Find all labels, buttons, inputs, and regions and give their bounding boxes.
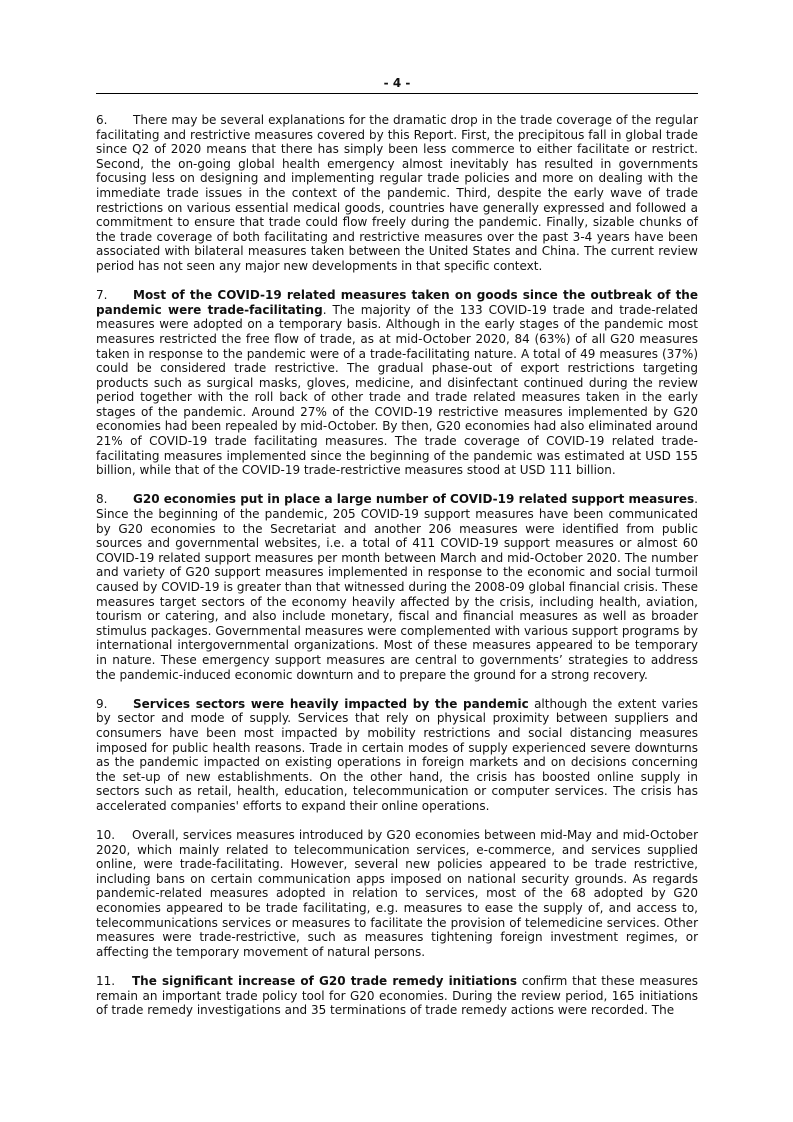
- paragraph-number: 10.: [96, 828, 116, 843]
- paragraph-number: 6.: [96, 113, 108, 127]
- paragraph-7: [96, 288, 698, 478]
- paragraph-6: [96, 113, 698, 274]
- document-body: [96, 113, 698, 1032]
- paragraph-text: confirm that these measures remain an important trade policy tool for G20 economies. During the review period, 165 initiations of trade remedy investigations and 35 terminations of trade remedy actions were recorded. The: [96, 974, 699, 1018]
- paragraph-text: There may be several explanations for the dramatic drop in the trade coverage of the regular facilitating and restrictive measures covered by this Report. First, the precipitous fall in global trade since Q2 of 2020 means that there has simply been less commerce to either facilitate or restrict. Second, the on-going global health emergency almost inevitably has resulted in governments focusing less on designing and implementing regular trade policies and more on dealing with the immediate trade issues in the context of the pandemic. Third, despite the early wave of trade restrictions on various essential medical goods, countries have generally expressed and followed a commitment to ensure that trade could flow freely during the pandemic. Finally, sizable chunks of the trade coverage of both facilitating and restrictive measures over the past 3-4 years have been associated with bilateral measures taken between the United States and China. The current review period has not seen any major new developments in that specific context.: [96, 113, 698, 273]
- paragraph-10: [96, 828, 698, 959]
- paragraph-lead: Services sectors were heavily impacted by the pandemic: [133, 696, 529, 711]
- paragraph-11: [96, 974, 698, 1018]
- page-number: - 4 -: [96, 76, 698, 94]
- paragraph-number: 8.: [96, 492, 108, 507]
- paragraph-text: Overall, services measures introduced by G20 economies between mid-May and mid-October 2020, which mainly related to telecommunication services, e-commerce, and services supplied online, were trade-facilitating. However, several new policies appeared to be trade restrictive, including bans on certain communication apps imposed on national security grounds. As regards pandemic-related measures adopted in relation to services, most of the 68 adopted by G20 economies appeared to be trade facilitating, e.g. measures to ease the supply of, and access to, telecommunications services or measures to facilitate the provision of telemedicine services. Other measures were trade-restrictive, such as measures tightening foreign investment regimes, or affecting the temporary movement of natural persons.: [96, 828, 698, 959]
- paragraph-text: . Since the beginning of the pandemic, 205 COVID-19 support measures have been communicated by G20 economies to the Secretariat and another 206 measures were identified from public sources and governmental websites, i.e. a total of 411 COVID-19 support measures or almost 60 COVID-19 related support measures per month between March and mid-October 2020. The number and variety of G20 support measures implemented in response to the economic and social turmoil caused by COVID-19 is greater than that witnessed during the 2008-09 global financial crisis. These measures target sectors of the economy heavily affected by the crisis, including health, aviation, tourism or catering, and also include monetary, fiscal and financial measures as well as broader stimulus packages. Governmental measures were complemented with various support programs by international intergovernmental organizations. Most of these measures appeared to be temporary in nature. These emergency support measures are central to governments’ strategies to address the pandemic-induced economic downturn and to prepare the ground for a strong recovery.: [96, 492, 698, 682]
- paragraph-text: although the extent varies by sector and mode of supply. Services that rely on physical proximity between suppliers and consumers have been most impacted by mobility restrictions and social distancing measures imposed for public health reasons. Trade in certain modes of supply experienced severe downturns as the pandemic impacted on existing operations in foreign markets and on decisions concerning the set-up of new establishments. On the other hand, the crisis has boosted online supply in sectors such as retail, health, education, telecommunication or computer services. The crisis has accelerated companies' efforts to expand their online operations.: [96, 696, 698, 813]
- paragraph-lead: Most of the COVID-19 related measures taken on goods since the outbreak of the pandemic were trade-facilitating: [96, 288, 698, 317]
- paragraph-number: 7.: [96, 288, 108, 303]
- paragraph-9: [96, 697, 698, 814]
- paragraph-lead: G20 economies put in place a large number of COVID-19 related support measures: [133, 492, 695, 507]
- paragraph-number: 9.: [96, 696, 108, 711]
- paragraph-number: 11.: [96, 974, 116, 989]
- paragraph-lead: The significant increase of G20 trade remedy initiations: [132, 974, 518, 989]
- paragraph-8: [96, 492, 698, 682]
- paragraph-text: . The majority of the 133 COVID-19 trade and trade-related measures were adopted on a temporary basis. Although in the early stages of the pandemic most measures restricted the free flow of trade, as at mid-October 2020, 84 (63%) of all G20 measures taken in response to the pandemic were of a trade-facilitating nature. A total of 49 measures (37%) could be considered trade restrictive. The gradual phase-out of export restrictions targeting products such as surgical masks, gloves, medicine, and disinfectant continued during the review period together with the roll back of other trade and trade related measures taken in the early stages of the pandemic. Around 27% of the COVID-19 restrictive measures implemented by G20 economies had been repealed by mid-October. By then, G20 economies had also eliminated around 21% of COVID-19 trade facilitating measures. The trade coverage of COVID-19 related trade-facilitating measures implemented since the beginning of the pandemic was estimated at USD 155 billion, while that of the COVID-19 trade-restrictive measures stood at USD 111 billion.: [96, 302, 698, 478]
